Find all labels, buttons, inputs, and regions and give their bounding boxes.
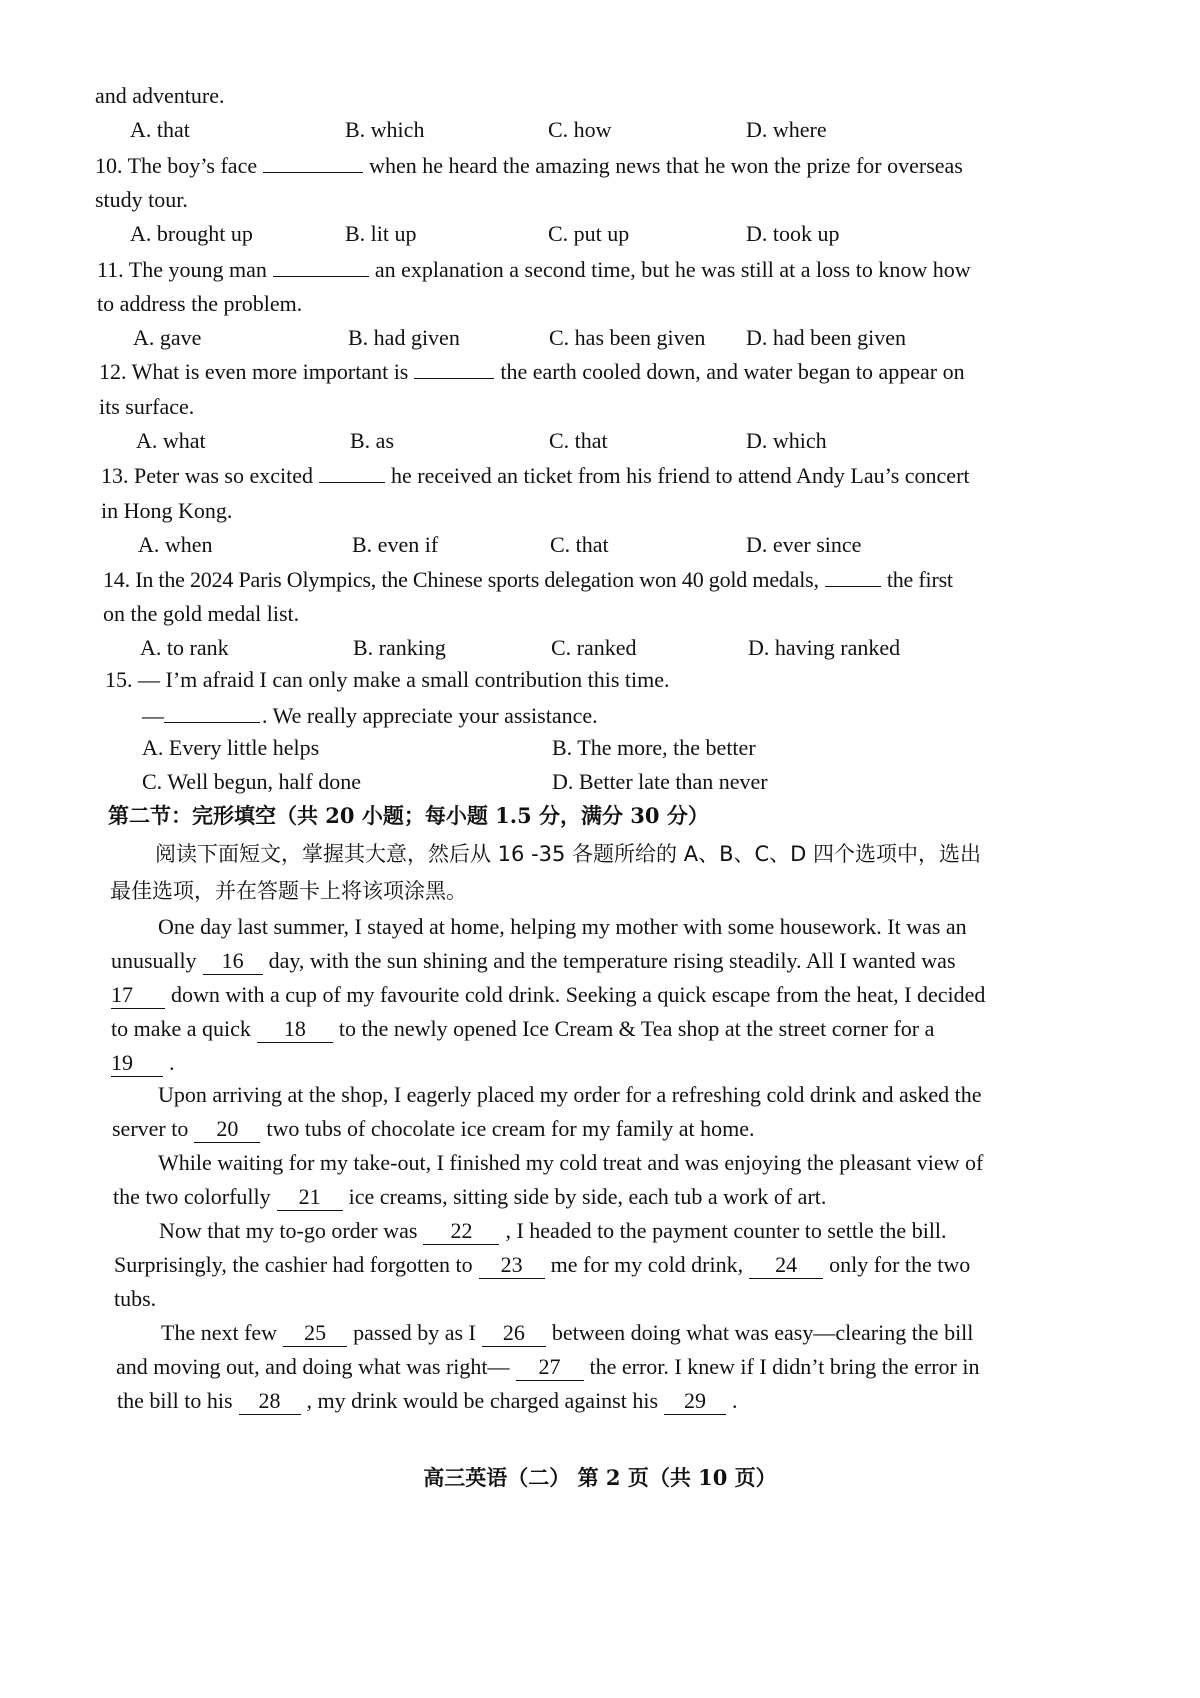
passage-text: Surprisingly, the cashier had forgotten to — [114, 1252, 473, 1277]
q10-option-c: C. put up — [548, 221, 630, 246]
cloze-blank-26: 26 — [482, 1320, 546, 1347]
answer-blank — [263, 150, 363, 173]
q14-option-d: D. having ranked — [748, 635, 901, 660]
q11-stem-start: 11. The young man — [97, 257, 267, 282]
q12-stem-cont: its surface. — [99, 394, 195, 419]
passage-p3-line2 — [113, 1183, 826, 1211]
q11-stem-end: an explanation a second time, but he was still at a loss to know how — [374, 257, 971, 282]
q11-stem-cont: to address the problem. — [97, 291, 303, 316]
section-instructions-cont: 最佳选项，并在答题卡上将该项涂黑。 — [110, 879, 467, 903]
q15-option-b: B. The more, the better — [552, 735, 756, 760]
passage-text: server to — [112, 1116, 189, 1141]
q9-option-c: C. how — [548, 117, 612, 142]
q10-option-b: B. lit up — [345, 221, 417, 246]
passage-p4-line2 — [114, 1251, 970, 1279]
q15-reply — [142, 700, 598, 730]
q11-stem — [97, 254, 971, 284]
passage-p3-line1: While waiting for my take-out, I finished my cold treat and was enjoying the pleasant view of — [158, 1150, 984, 1175]
q14-stem-cont: on the gold medal list. — [103, 601, 300, 626]
passage-p5-line3 — [117, 1387, 738, 1415]
passage-text: the bill to his — [117, 1388, 233, 1413]
q10-option-a: A. brought up — [130, 221, 253, 246]
passage-text: only for the two — [829, 1252, 971, 1277]
answer-blank — [414, 356, 494, 379]
q13-stem-cont: in Hong Kong. — [101, 498, 233, 523]
cloze-blank-28: 28 — [239, 1388, 301, 1415]
answer-blank — [319, 460, 385, 483]
q12-option-b: B. as — [350, 428, 394, 453]
q15-option-d: D. Better late than never — [552, 769, 768, 794]
passage-p1-line3 — [111, 981, 985, 1009]
q9-option-b: B. which — [345, 117, 425, 142]
q12-option-d: D. which — [746, 428, 827, 453]
passage-text: the two colorfully — [113, 1184, 271, 1209]
passage-text: unusually — [111, 948, 197, 973]
q10-option-d: D. took up — [746, 221, 840, 246]
q15-option-a: A. Every little helps — [142, 735, 320, 760]
q15-reply-end: . We really appreciate your assistance. — [262, 703, 598, 728]
q14-option-c: C. ranked — [551, 635, 637, 660]
q13-option-b: B. even if — [352, 532, 439, 557]
q14-option-a: A. to rank — [140, 635, 229, 660]
cloze-blank-17: 17 — [111, 982, 165, 1009]
q10-stem-start: 10. The boy’s face — [95, 153, 258, 178]
q15-option-c: C. Well begun, half done — [142, 769, 362, 794]
q13-option-a: A. when — [138, 532, 213, 557]
passage-text: passed by as I — [353, 1320, 476, 1345]
q10-stem — [95, 150, 963, 180]
passage-p2-line2 — [112, 1115, 754, 1143]
passage-text: down with a cup of my favourite cold drink. Seeking a quick escape from the heat, I decided — [171, 982, 986, 1007]
cloze-blank-24: 24 — [749, 1252, 823, 1279]
cloze-blank-19: 19 — [111, 1050, 163, 1077]
q15-dash: — — [142, 703, 164, 728]
passage-text: , I headed to the payment counter to settle the bill. — [505, 1218, 947, 1243]
q11-option-b: B. had given — [348, 325, 460, 350]
cloze-blank-25: 25 — [283, 1320, 347, 1347]
q12-option-a: A. what — [136, 428, 206, 453]
passage-p4-line1 — [159, 1217, 947, 1245]
q11-option-c: C. has been given — [549, 325, 706, 350]
cloze-blank-27: 27 — [516, 1354, 584, 1381]
cloze-blank-18: 18 — [257, 1016, 333, 1043]
passage-p2-line1: Upon arriving at the shop, I eagerly placed my order for a refreshing cold drink and asked the — [158, 1082, 982, 1107]
q9-option-d: D. where — [746, 117, 827, 142]
passage-text: . — [732, 1388, 738, 1413]
cloze-blank-23: 23 — [479, 1252, 545, 1279]
q13-stem-start: 13. Peter was so excited — [101, 463, 313, 488]
q13-option-c: C. that — [550, 532, 609, 557]
section-instructions: 阅读下面短文，掌握其大意，然后从 16 -35 各题所给的 A、B、C、D 四个选项中，选出 — [155, 842, 982, 866]
q11-option-a: A. gave — [133, 325, 202, 350]
passage-text: and moving out, and doing what was right— — [116, 1354, 510, 1379]
passage-text: The next few — [161, 1320, 278, 1345]
q13-option-d: D. ever since — [746, 532, 862, 557]
passage-text: day, with the sun shining and the temperature rising steadily. All I wanted was — [268, 948, 956, 973]
q9-option-a: A. that — [130, 117, 190, 142]
cloze-blank-16: 16 — [203, 948, 263, 975]
answer-blank — [825, 564, 881, 587]
q12-stem-end: the earth cooled down, and water began to appear on — [500, 359, 965, 384]
passage-text: two tubs of chocolate ice cream for my family at home. — [266, 1116, 755, 1141]
q12-option-c: C. that — [549, 428, 608, 453]
passage-text: to make a quick — [111, 1016, 251, 1041]
answer-blank — [273, 254, 369, 277]
passage-p1-line5 — [111, 1049, 175, 1077]
cloze-blank-21: 21 — [277, 1184, 343, 1211]
q12-stem — [99, 356, 965, 386]
q14-stem-end: the first — [886, 567, 953, 592]
passage-p5-line1 — [161, 1319, 973, 1347]
passage-text: , my drink would be charged against his — [306, 1388, 659, 1413]
passage-text: me for my cold drink, — [550, 1252, 744, 1277]
passage-p1-line4 — [111, 1015, 934, 1043]
passage-text: . — [169, 1050, 175, 1075]
cloze-blank-22: 22 — [423, 1218, 499, 1245]
cloze-blank-20: 20 — [194, 1116, 260, 1143]
q9-tail: and adventure. — [95, 83, 225, 108]
q11-option-d: D. had been given — [746, 325, 907, 350]
q10-stem-end: when he heard the amazing news that he won the prize for overseas — [369, 153, 963, 178]
q14-option-b: B. ranking — [353, 635, 446, 660]
answer-blank — [164, 700, 260, 723]
q14-stem — [103, 564, 953, 594]
q10-stem-cont: study tour. — [95, 187, 188, 212]
passage-text: ice creams, sitting side by side, each tub a work of art. — [348, 1184, 827, 1209]
passage-text: to the newly opened Ice Cream & Tea shop at the street corner for a — [338, 1016, 935, 1041]
q13-stem-end: he received an ticket from his friend to attend Andy Lau’s concert — [391, 463, 970, 488]
passage-text: the error. I knew if I didn’t bring the error in — [589, 1354, 980, 1379]
passage-p4-line3: tubs. — [114, 1286, 157, 1311]
page-footer: 高三英语（二） 第 2 页（共 10 页） — [423, 1465, 777, 1490]
q14-stem-start: 14. In the 2024 Paris Olympics, the Chinese sports delegation won 40 gold medals, — [103, 567, 819, 592]
passage-p1-line1: One day last summer, I stayed at home, helping my mother with some housework. It was an — [158, 914, 967, 939]
q13-stem — [101, 460, 970, 490]
section-heading: 第二节：完形填空（共 20 小题；每小题 1.5 分，满分 30 分） — [108, 803, 709, 828]
passage-p5-line2 — [116, 1353, 980, 1381]
passage-text: Now that my to-go order was — [159, 1218, 418, 1243]
q15-stem: 15. — I’m afraid I can only make a small contribution this time. — [105, 667, 670, 692]
passage-p1-line2 — [111, 947, 956, 975]
cloze-blank-29: 29 — [664, 1388, 726, 1415]
q12-stem-start: 12. What is even more important is — [99, 359, 409, 384]
passage-text: between doing what was easy—clearing the bill — [551, 1320, 974, 1345]
